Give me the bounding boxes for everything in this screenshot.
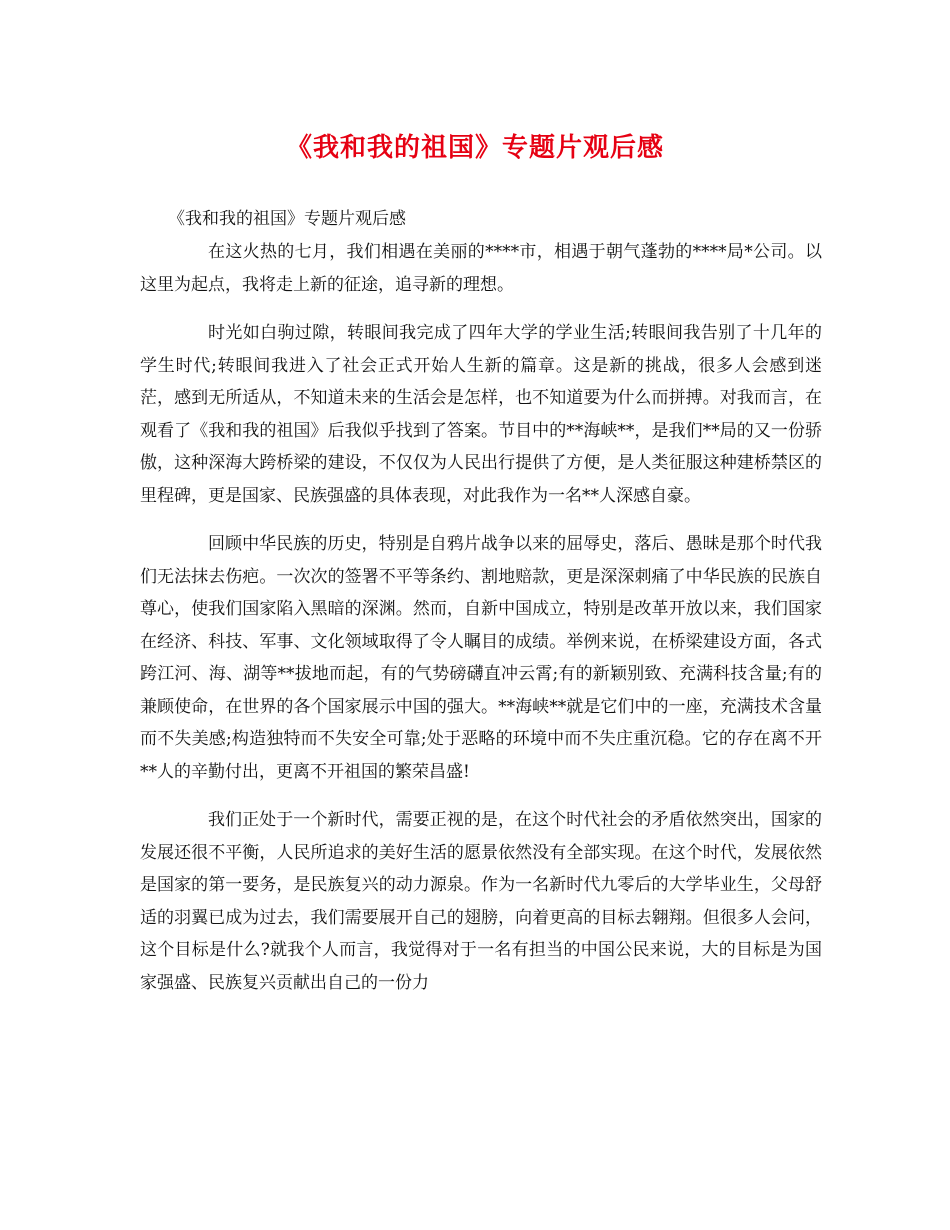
paragraph: 回顾中华民族的历史，特别是自鸦片战争以来的屈辱史，落后、愚昧是那个时代我们无法抹去伤疤。一次次的签署不平等条约、割地赔款，更是深深刺痛了中华民族的民族自尊心，使我们国家陷入黑暗的深渊。然而，自新中国成立，特别是改革开放以来，我们国家在经济、科技、军事、文化领域取得了令人瞩目的成绩。举例来说，在桥梁建设方面，各式跨江河、海、湖等**拔地而起，有的气势磅礴直冲云霄;有的新颖别致、充满科技含量;有的兼顾使命，在世界的各个国家展示中国的强大。**海峡**就是它们中的一座，充满技术含量而不失美感;构造独特而不失安全可靠;处于恶略的环境中而不失庄重沉稳。它的存在离不开**人的辛勤付出，更离不开祖国的繁荣昌盛! xyxy=(140,534,822,782)
document-subtitle: 《我和我的祖国》专题片观后感 xyxy=(168,209,406,229)
document-body xyxy=(140,236,822,1015)
paragraph: 时光如白驹过隙，转眼间我完成了四年大学的学业生活;转眼间我告别了十几年的学生时代;转眼间我进入了社会正式开始人生新的篇章。这是新的挑战，很多人会感到迷茫，感到无所适从，不知道未来的生活会是怎样，也不知道要为什么而拼搏。对我而言，在观看了《我和我的祖国》后我似乎找到了答案。节目中的**海峡**，是我们**局的又一份骄傲，这种深海大跨桥梁的建设，不仅仅为人民出行提供了方便，是人类征服这种建桥禁区的里程碑，更是国家、民族强盛的具体表现，对此我作为一名**人深感自豪。 xyxy=(140,323,822,506)
paragraph: 在这火热的七月，我们相遇在美丽的****市，相遇于朝气蓬勃的****局*公司。以这里为起点，我将走上新的征途，追寻新的理想。 xyxy=(140,242,822,295)
paragraph: 我们正处于一个新时代，需要正视的是，在这个时代社会的矛盾依然突出，国家的发展还很不平衡，人民所追求的美好生活的愿景依然没有全部实现。在这个时代，发展依然是国家的第一要务，是民族复兴的动力源泉。作为一名新时代九零后的大学毕业生，父母舒适的羽翼已成为过去，我们需要展开自己的翅膀，向着更高的目标去翱翔。但很多人会问，这个目标是什么?就我个人而言，我觉得对于一名有担当的中国公民来说，大的目标是为国家强盛、民族复兴贡献出自己的一份力 xyxy=(140,810,822,993)
document-title: 《我和我的祖国》专题片观后感 xyxy=(285,133,664,163)
